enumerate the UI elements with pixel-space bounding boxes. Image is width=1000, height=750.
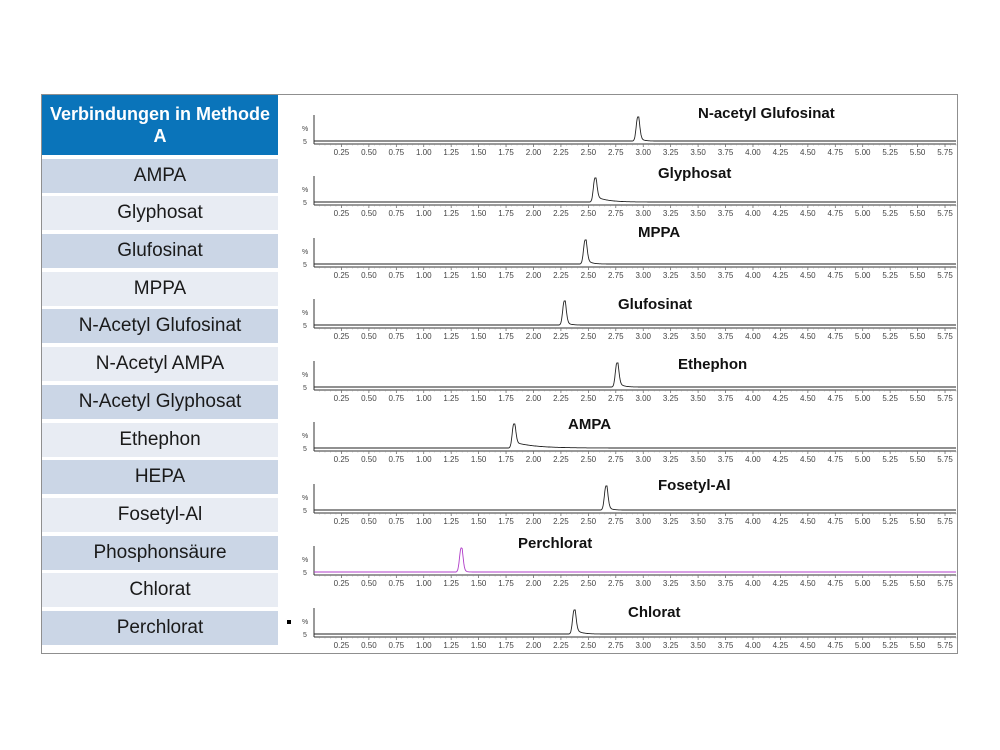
x-tick-label: 4.00: [745, 579, 761, 588]
x-tick-label: 0.25: [333, 148, 350, 157]
x-tick-label: 1.00: [415, 455, 432, 464]
x-tick-label: 4.25: [772, 394, 789, 403]
bullet-marker: [287, 620, 291, 624]
x-tick-label: 0.25: [333, 332, 350, 341]
x-tick-label: 0.75: [388, 209, 405, 218]
y-axis-percent: %: [302, 495, 309, 502]
x-tick-label: 2.50: [580, 271, 597, 280]
x-tick-label: 2.50: [580, 394, 597, 403]
compound-label: Perchlorat: [518, 535, 593, 552]
table-row: MPPA: [42, 272, 278, 306]
x-tick-label: 4.50: [800, 209, 816, 218]
chromatogram: [302, 477, 956, 526]
x-tick-label: 5.25: [882, 455, 898, 464]
y-axis-percent: %: [302, 126, 309, 133]
x-tick-label: 1.25: [443, 579, 459, 588]
x-tick-label: 0.25: [333, 394, 350, 403]
x-tick-label: 4.75: [827, 579, 844, 588]
x-tick-label: 5.00: [854, 641, 871, 650]
x-tick-label: 5.50: [909, 394, 926, 403]
x-tick-label: 5.00: [854, 271, 871, 280]
x-tick-label: 2.25: [553, 455, 569, 464]
x-tick-label: 5.50: [909, 579, 926, 588]
compound-label: AMPA: [568, 416, 612, 433]
compound-label: Glufosinat: [618, 296, 693, 313]
x-tick-label: 0.75: [388, 455, 405, 464]
x-tick-label: 3.50: [690, 209, 706, 218]
x-tick-label: 3.25: [662, 394, 679, 403]
x-tick-label: 5.50: [909, 641, 926, 650]
x-tick-label: 4.25: [772, 148, 789, 157]
x-tick-label: 5.25: [882, 332, 898, 341]
x-tick-label: 3.25: [662, 579, 679, 588]
y-axis-five: 5: [303, 385, 307, 392]
x-tick-label: 5.50: [909, 517, 926, 526]
x-tick-label: 1.25: [443, 641, 459, 650]
table-row: AMPA: [42, 159, 278, 193]
x-tick-label: 2.75: [608, 455, 624, 464]
y-axis-percent: %: [302, 249, 309, 256]
x-tick-label: 1.00: [415, 209, 432, 218]
x-tick-label: 4.75: [827, 641, 844, 650]
compound-label: MPPA: [638, 224, 681, 241]
x-tick-label: 5.25: [882, 148, 898, 157]
x-tick-label: 5.00: [854, 579, 871, 588]
x-tick-label: 5.25: [882, 579, 898, 588]
x-tick-label: 2.75: [608, 271, 624, 280]
table-row: Perchlorat: [42, 611, 278, 645]
x-tick-label: 5.00: [854, 148, 871, 157]
x-tick-label: 4.25: [772, 517, 789, 526]
table-row: Phosphonsäure: [42, 536, 278, 570]
peak-trace: [314, 363, 956, 387]
x-tick-label: 1.25: [443, 209, 459, 218]
x-tick-label: 2.75: [608, 209, 624, 218]
x-tick-label: 2.00: [525, 455, 542, 464]
chromatogram: [302, 604, 956, 650]
x-tick-label: 3.75: [717, 271, 734, 280]
x-tick-label: 0.50: [361, 517, 377, 526]
y-axis-percent: %: [302, 557, 309, 564]
y-axis-percent: %: [302, 310, 309, 317]
table-row: Glyphosat: [42, 196, 278, 230]
x-tick-label: 1.50: [470, 455, 487, 464]
x-tick-label: 2.50: [580, 579, 597, 588]
x-tick-label: 3.25: [662, 517, 679, 526]
x-tick-label: 5.00: [854, 517, 871, 526]
x-tick-label: 5.25: [882, 209, 898, 218]
chromatogram: [302, 535, 956, 588]
x-tick-label: 5.00: [854, 394, 871, 403]
x-tick-label: 1.50: [470, 517, 487, 526]
x-tick-label: 2.50: [580, 517, 597, 526]
x-tick-label: 1.75: [498, 209, 514, 218]
y-axis-five: 5: [303, 200, 307, 207]
x-tick-label: 5.00: [854, 332, 871, 341]
x-tick-label: 5.50: [909, 332, 926, 341]
x-tick-label: 2.75: [608, 579, 624, 588]
x-tick-label: 2.50: [580, 209, 597, 218]
x-tick-label: 3.75: [717, 517, 734, 526]
x-tick-label: 5.75: [937, 455, 953, 464]
x-tick-label: 0.75: [388, 394, 405, 403]
x-tick-label: 3.00: [635, 332, 652, 341]
x-tick-label: 3.00: [635, 148, 652, 157]
x-tick-label: 3.00: [635, 455, 652, 464]
x-tick-label: 3.25: [662, 148, 679, 157]
table-row: HEPA: [42, 460, 278, 494]
compound-label: Glyphosat: [658, 165, 732, 182]
x-tick-label: 0.25: [333, 579, 350, 588]
x-tick-label: 5.75: [937, 641, 953, 650]
x-tick-label: 4.00: [745, 394, 761, 403]
peak-trace: [314, 424, 956, 448]
x-tick-label: 0.50: [361, 271, 377, 280]
x-tick-label: 5.50: [909, 455, 926, 464]
x-tick-label: 2.50: [580, 148, 597, 157]
x-tick-label: 2.75: [608, 641, 624, 650]
table-row: Chlorat: [42, 573, 278, 607]
x-tick-label: 2.00: [525, 394, 542, 403]
x-tick-label: 3.75: [717, 394, 734, 403]
x-tick-label: 4.75: [827, 332, 844, 341]
chromatogram: [302, 165, 956, 218]
x-tick-label: 1.25: [443, 455, 459, 464]
x-tick-label: 5.75: [937, 332, 953, 341]
chromatogram: [302, 296, 956, 341]
compound-label: N-acetyl Glufosinat: [698, 105, 835, 122]
x-tick-label: 1.00: [415, 579, 432, 588]
peak-trace: [314, 548, 956, 572]
x-tick-label: 3.75: [717, 209, 734, 218]
compound-label: Ethephon: [678, 356, 748, 373]
chromatogram: [302, 224, 956, 280]
x-tick-label: 4.50: [800, 271, 816, 280]
x-tick-label: 3.00: [635, 394, 652, 403]
peak-trace: [314, 240, 956, 264]
x-tick-label: 4.25: [772, 271, 789, 280]
x-tick-label: 4.25: [772, 209, 789, 218]
x-tick-label: 3.00: [635, 641, 652, 650]
x-tick-label: 4.25: [772, 641, 789, 650]
x-tick-label: 1.75: [498, 148, 514, 157]
x-tick-label: 3.00: [635, 579, 652, 588]
x-tick-label: 1.25: [443, 517, 459, 526]
x-tick-label: 4.50: [800, 641, 816, 650]
x-tick-label: 0.25: [333, 209, 350, 218]
peak-trace: [314, 117, 956, 141]
x-tick-label: 3.50: [690, 579, 706, 588]
x-tick-label: 1.50: [470, 148, 487, 157]
x-tick-label: 3.75: [717, 455, 734, 464]
table-row: Ethephon: [42, 423, 278, 457]
x-tick-label: 3.50: [690, 641, 706, 650]
x-tick-label: 1.50: [470, 641, 487, 650]
x-tick-label: 3.50: [690, 271, 706, 280]
chromatogram: [302, 105, 956, 157]
x-tick-label: 3.50: [690, 148, 706, 157]
x-tick-label: 4.00: [745, 332, 761, 341]
x-tick-label: 2.25: [553, 641, 569, 650]
x-tick-label: 1.25: [443, 271, 459, 280]
x-tick-label: 5.25: [882, 517, 898, 526]
table-row: N-Acetyl Glufosinat: [42, 309, 278, 343]
x-tick-label: 5.75: [937, 209, 953, 218]
x-tick-label: 4.25: [772, 579, 789, 588]
x-tick-label: 1.00: [415, 517, 432, 526]
x-tick-label: 2.25: [553, 332, 569, 341]
x-tick-label: 0.75: [388, 148, 405, 157]
compound-label: Fosetyl-Al: [658, 477, 731, 494]
x-tick-label: 2.00: [525, 332, 542, 341]
x-tick-label: 2.00: [525, 148, 542, 157]
x-tick-label: 5.25: [882, 271, 898, 280]
x-tick-label: 4.50: [800, 148, 816, 157]
x-tick-label: 0.50: [361, 148, 377, 157]
x-tick-label: 4.50: [800, 332, 816, 341]
x-tick-label: 4.00: [745, 271, 761, 280]
x-tick-label: 4.00: [745, 148, 761, 157]
x-tick-label: 2.25: [553, 394, 569, 403]
x-tick-label: 1.75: [498, 517, 514, 526]
x-tick-label: 4.50: [800, 394, 816, 403]
x-tick-label: 1.75: [498, 455, 514, 464]
x-tick-label: 3.75: [717, 579, 734, 588]
x-tick-label: 2.50: [580, 332, 597, 341]
x-tick-label: 4.75: [827, 455, 844, 464]
x-tick-label: 2.00: [525, 271, 542, 280]
x-tick-label: 1.25: [443, 394, 459, 403]
x-tick-label: 1.00: [415, 332, 432, 341]
y-axis-five: 5: [303, 508, 307, 515]
x-tick-label: 3.50: [690, 455, 706, 464]
x-tick-label: 5.00: [854, 209, 871, 218]
x-tick-label: 2.75: [608, 394, 624, 403]
x-tick-label: 4.00: [745, 455, 761, 464]
table-row: Fosetyl-Al: [42, 498, 278, 532]
y-axis-five: 5: [303, 262, 307, 269]
x-tick-label: 4.75: [827, 271, 844, 280]
x-tick-label: 4.50: [800, 517, 816, 526]
x-tick-label: 4.75: [827, 394, 844, 403]
x-tick-label: 3.00: [635, 271, 652, 280]
y-axis-five: 5: [303, 632, 307, 639]
x-tick-label: 5.50: [909, 209, 926, 218]
x-tick-label: 1.50: [470, 394, 487, 403]
x-tick-label: 4.00: [745, 641, 761, 650]
x-tick-label: 3.25: [662, 332, 679, 341]
x-tick-label: 4.50: [800, 579, 816, 588]
x-tick-label: 3.50: [690, 332, 706, 341]
x-tick-label: 1.75: [498, 394, 514, 403]
x-tick-label: 4.00: [745, 209, 761, 218]
x-tick-label: 1.25: [443, 148, 459, 157]
x-tick-label: 0.25: [333, 455, 350, 464]
x-tick-label: 5.75: [937, 394, 953, 403]
x-tick-label: 0.25: [333, 271, 350, 280]
x-tick-label: 1.50: [470, 209, 487, 218]
x-tick-label: 0.50: [361, 455, 377, 464]
x-tick-label: 3.25: [662, 271, 679, 280]
x-tick-label: 2.25: [553, 579, 569, 588]
x-tick-label: 0.50: [361, 641, 377, 650]
x-tick-label: 1.75: [498, 332, 514, 341]
y-axis-percent: %: [302, 187, 309, 194]
table-header: Verbindungen in Methode A: [42, 95, 278, 155]
x-tick-label: 2.00: [525, 579, 542, 588]
y-axis-five: 5: [303, 323, 307, 330]
x-tick-label: 0.75: [388, 271, 405, 280]
x-tick-label: 5.75: [937, 579, 953, 588]
x-tick-label: 5.25: [882, 394, 898, 403]
x-tick-label: 1.00: [415, 148, 432, 157]
x-tick-label: 4.75: [827, 209, 844, 218]
x-tick-label: 0.75: [388, 517, 405, 526]
x-tick-label: 1.50: [470, 271, 487, 280]
x-tick-label: 4.25: [772, 455, 789, 464]
x-tick-label: 0.75: [388, 641, 405, 650]
peak-trace: [314, 486, 956, 510]
y-axis-five: 5: [303, 139, 307, 146]
y-axis-five: 5: [303, 570, 307, 577]
x-tick-label: 1.50: [470, 332, 487, 341]
x-tick-label: 5.25: [882, 641, 898, 650]
x-tick-label: 3.75: [717, 332, 734, 341]
peak-trace: [314, 178, 956, 202]
x-tick-label: 0.25: [333, 517, 350, 526]
x-tick-label: 0.50: [361, 209, 377, 218]
x-tick-label: 2.00: [525, 517, 542, 526]
y-axis-percent: %: [302, 619, 309, 626]
x-tick-label: 1.75: [498, 579, 514, 588]
x-tick-label: 3.75: [717, 148, 734, 157]
x-tick-label: 2.00: [525, 209, 542, 218]
compound-label: Chlorat: [628, 604, 681, 621]
x-tick-label: 2.25: [553, 148, 569, 157]
x-tick-label: 5.00: [854, 455, 871, 464]
y-axis-percent: %: [302, 372, 309, 379]
x-tick-label: 1.00: [415, 641, 432, 650]
y-axis-percent: %: [302, 433, 309, 440]
x-tick-label: 4.50: [800, 455, 816, 464]
x-tick-label: 5.50: [909, 271, 926, 280]
table-row: N-Acetyl Glyphosat: [42, 385, 278, 419]
table-row: N-Acetyl AMPA: [42, 347, 278, 381]
x-tick-label: 3.00: [635, 517, 652, 526]
x-tick-label: 2.00: [525, 641, 542, 650]
x-tick-label: 5.75: [937, 517, 953, 526]
x-tick-label: 1.00: [415, 394, 432, 403]
x-tick-label: 1.75: [498, 271, 514, 280]
x-tick-label: 2.50: [580, 641, 597, 650]
x-tick-label: 2.75: [608, 332, 624, 341]
x-tick-label: 4.00: [745, 517, 761, 526]
x-tick-label: 1.50: [470, 579, 487, 588]
x-tick-label: 5.75: [937, 148, 953, 157]
x-tick-label: 5.75: [937, 271, 953, 280]
x-tick-label: 4.75: [827, 517, 844, 526]
x-tick-label: 0.50: [361, 332, 377, 341]
x-tick-label: 3.25: [662, 455, 679, 464]
x-tick-label: 3.50: [690, 394, 706, 403]
x-tick-label: 2.25: [553, 209, 569, 218]
x-tick-label: 0.50: [361, 394, 377, 403]
x-tick-label: 2.25: [553, 271, 569, 280]
x-tick-label: 0.50: [361, 579, 377, 588]
x-tick-label: 1.25: [443, 332, 459, 341]
x-tick-label: 3.50: [690, 517, 706, 526]
x-tick-label: 0.75: [388, 332, 405, 341]
x-tick-label: 4.75: [827, 148, 844, 157]
x-tick-label: 1.00: [415, 271, 432, 280]
chromatogram: [302, 416, 956, 464]
x-tick-label: 0.25: [333, 641, 350, 650]
x-tick-label: 5.50: [909, 148, 926, 157]
x-tick-label: 1.75: [498, 641, 514, 650]
x-tick-label: 2.75: [608, 517, 624, 526]
x-tick-label: 2.50: [580, 455, 597, 464]
x-tick-label: 4.25: [772, 332, 789, 341]
y-axis-five: 5: [303, 446, 307, 453]
chromatogram: [302, 356, 956, 403]
x-tick-label: 3.25: [662, 641, 679, 650]
x-tick-label: 3.00: [635, 209, 652, 218]
x-tick-label: 2.75: [608, 148, 624, 157]
table-row: Glufosinat: [42, 234, 278, 268]
x-tick-label: 3.25: [662, 209, 679, 218]
x-tick-label: 0.75: [388, 579, 405, 588]
x-tick-label: 3.75: [717, 641, 734, 650]
x-tick-label: 2.25: [553, 517, 569, 526]
